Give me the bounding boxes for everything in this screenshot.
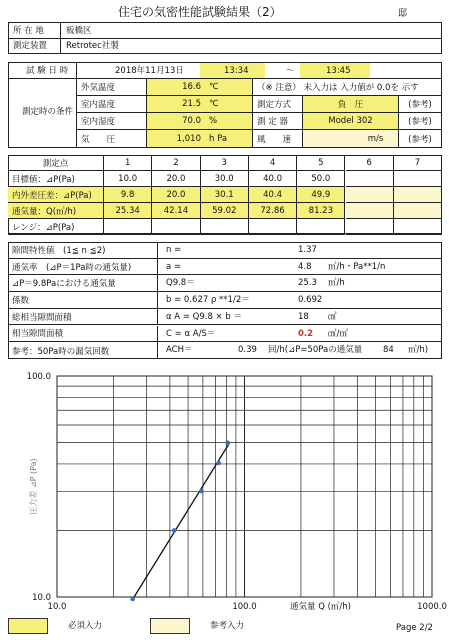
wind-ref: (参考)	[408, 134, 432, 145]
device-model-value: Model 302	[303, 113, 399, 130]
result-value: 18	[298, 311, 309, 322]
x-axis-label: 通気量 Q (㎥/h)	[290, 602, 351, 612]
points-header-label: 測定点	[8, 155, 104, 171]
points-row-label: レンジ：⊿P(Pa)	[8, 219, 104, 235]
time-separator: 〜	[286, 66, 295, 76]
result-value: 4.8	[298, 261, 312, 272]
x-tick-label: 100.0	[232, 602, 257, 612]
result-formula: Q9.8＝	[166, 278, 195, 289]
points-cell: 40.4	[249, 187, 297, 203]
points-cell	[394, 187, 442, 203]
points-cell: 72.86	[249, 203, 297, 219]
result-row	[158, 242, 442, 259]
indoor-humidity-unit: %	[205, 113, 253, 130]
y-tick-label: 100.0	[26, 372, 51, 382]
result-formula: b = 0.627 ρ **1/2＝	[166, 295, 250, 306]
legend-reference-swatch	[150, 618, 190, 634]
points-cell: 30.0	[201, 171, 249, 187]
device-value: Retrotec社製	[66, 41, 119, 51]
points-cell	[394, 171, 442, 187]
points-cell	[297, 219, 345, 235]
points-cell: 9.8	[104, 187, 152, 203]
result-value: 25.3	[298, 278, 317, 289]
result-formula: C = α A/S＝	[166, 328, 216, 339]
device-model-ref: (参考)	[399, 113, 441, 130]
outdoor-temp-label: 外気温度	[77, 79, 147, 96]
points-cell: 59.02	[201, 203, 249, 219]
points-cell	[249, 219, 297, 235]
points-cell: 25.34	[104, 203, 152, 219]
points-column-5: 5	[297, 155, 345, 171]
data-point	[172, 528, 177, 533]
points-cell	[346, 203, 394, 219]
input-note: （※ 注意） 未入力は 入力値が 0.0を 示す	[253, 79, 441, 96]
pressure-value: 1,010	[147, 130, 205, 147]
outdoor-temp-unit: ℃	[205, 79, 253, 96]
result-unit: 回/h(⊿P=50Paの通気量	[268, 345, 363, 356]
result-unit: ㎠	[328, 311, 337, 322]
header-suffix: 邸	[398, 9, 408, 19]
data-point	[130, 597, 135, 602]
date-label: 試 験 日 時	[26, 66, 69, 76]
date-value: 2018年11月13日	[115, 66, 184, 76]
page-number: Page 2/2	[396, 623, 433, 633]
result-row	[158, 292, 442, 309]
points-column-2: 2	[152, 155, 200, 171]
result-value: 0.39	[238, 345, 257, 356]
points-column-4: 4	[249, 155, 297, 171]
points-cell: 81.23	[297, 203, 345, 219]
points-row-label: 通気量：Q(㎥/h)	[8, 203, 104, 219]
points-cell	[394, 219, 442, 235]
result-value: 0.2	[298, 328, 314, 339]
result-extra-unit: ㎥/h)	[408, 345, 429, 356]
points-cell	[152, 219, 200, 235]
points-cell	[346, 219, 394, 235]
pressure-label: 気 圧	[77, 130, 147, 147]
result-row	[158, 326, 442, 343]
points-cell	[104, 219, 152, 235]
indoor-humidity-value: 70.0	[147, 113, 205, 130]
x-tick-label: 10.0	[47, 602, 67, 612]
method-ref: (参考)	[399, 96, 441, 113]
wind-unit: m/s	[303, 130, 399, 147]
device-label: 測定装置	[13, 41, 48, 51]
result-extra-value: 84	[383, 345, 394, 356]
points-row-label: 内外差圧差：⊿P(Pa)	[8, 187, 104, 203]
outdoor-temp-value: 16.6	[147, 79, 205, 96]
page-title: 住宅の気密性能試験結果（2）	[118, 5, 282, 19]
result-unit: ㎥/h・Pa**1/n	[328, 261, 386, 272]
result-label: 隙間特性値 (1≦ n ≦2)	[8, 242, 158, 259]
location-value: 板橋区	[66, 26, 92, 36]
indoor-temp-label: 室内温度	[77, 96, 147, 113]
result-formula: a =	[166, 261, 182, 272]
result-row	[158, 259, 442, 276]
points-column-7: 7	[394, 155, 442, 171]
indoor-humidity-label: 室内湿度	[77, 113, 147, 130]
points-column-3: 3	[201, 155, 249, 171]
points-cell	[394, 203, 442, 219]
result-label: 相当隙間面積	[8, 326, 158, 343]
y-axis-label: 圧力差 ⊿P (Pa)	[29, 458, 38, 515]
points-cell: 42.14	[152, 203, 200, 219]
result-label: 総相当隙間面積	[8, 309, 158, 326]
legend-reference-label: 参考入力	[210, 621, 245, 631]
result-formula: ACH＝	[166, 345, 193, 356]
data-point	[199, 489, 204, 494]
result-value: 1.37	[298, 245, 317, 255]
result-unit: ㎥/h	[328, 278, 345, 289]
method-value: 負 圧	[303, 96, 399, 113]
time-start: 13:34	[224, 66, 249, 76]
result-unit: ㎠/㎡	[328, 328, 348, 339]
points-column-1: 1	[104, 155, 152, 171]
points-cell: 20.0	[152, 171, 200, 187]
device-model-label: 測 定 器	[253, 113, 303, 130]
legend-required-swatch	[8, 618, 48, 634]
points-cell: 20.0	[152, 187, 200, 203]
legend-required-label: 必須入力	[68, 621, 103, 631]
wind-label: 風 速	[253, 130, 303, 147]
result-value: 0.692	[298, 295, 323, 306]
points-cell: 10.0	[104, 171, 152, 187]
points-cell	[201, 219, 249, 235]
time-end: 13:45	[326, 66, 351, 76]
indoor-temp-unit: ℃	[205, 96, 253, 113]
points-row-label: 目標値：⊿P(Pa)	[8, 171, 104, 187]
data-point	[216, 461, 221, 466]
points-cell: 50.0	[297, 171, 345, 187]
result-label: 通気率 (⊿P＝1Pa時の通気量)	[8, 259, 158, 276]
points-cell: 30.1	[201, 187, 249, 203]
x-tick-label: 1000.0	[417, 602, 447, 612]
result-label: 係数	[8, 292, 158, 309]
pressure-flow-chart	[0, 362, 449, 612]
points-cell: 49.9	[297, 187, 345, 203]
result-label: 参考：50Pa時の漏気回数	[8, 342, 158, 359]
indoor-temp-value: 21.5	[147, 96, 205, 113]
points-cell	[346, 171, 394, 187]
conditions-group-label: 測定時の条件	[22, 107, 74, 117]
result-row	[158, 309, 442, 326]
location-label: 所 在 地	[13, 26, 44, 36]
points-cell	[346, 187, 394, 203]
result-row	[158, 342, 442, 359]
result-label: ⊿P＝9.8Paにおける通気量	[8, 275, 158, 292]
result-formula: α A = Q9.8 × b ＝	[166, 311, 242, 322]
result-row	[158, 275, 442, 292]
result-formula: n =	[166, 245, 182, 255]
y-tick-label: 10.0	[32, 593, 51, 603]
points-column-6: 6	[346, 155, 394, 171]
method-label: 測定方式	[253, 96, 303, 113]
pressure-unit: h Pa	[205, 130, 253, 147]
points-cell: 40.0	[249, 171, 297, 187]
data-point	[225, 440, 230, 445]
